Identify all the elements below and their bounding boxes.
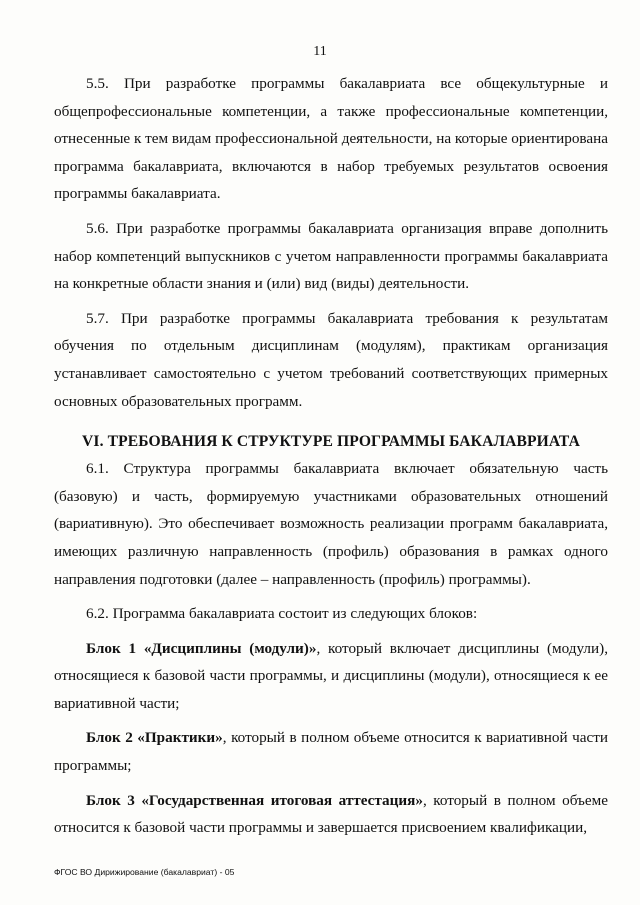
page-content	[54, 70, 608, 849]
block-3-paragraph	[54, 787, 608, 842]
block-2-title: Блок 2 «Практики»	[86, 729, 223, 747]
paragraph-6-2: 6.2. Программа бакалавриата состоит из следующих блоков:	[86, 605, 478, 623]
section-heading: VI. ТРЕБОВАНИЯ К СТРУКТУРЕ ПРОГРАММЫ БАКАЛАВРИАТА	[82, 433, 580, 451]
block-2-text: , который в полном объеме относится к вариативной части программы;	[54, 729, 608, 775]
paragraph-5-6: 5.6. При разработке программы бакалавриата организация вправе дополнить набор компетенций выпускников с учетом направленности программы бакалавриата на конкретные области знания и (или) вид (виды) деятельности.	[54, 219, 608, 293]
block-3-text: , который в полном объеме относится к базовой части программы и завершается присвоением квалификации,	[54, 791, 608, 837]
paragraph-6-1: 6.1. Структура программы бакалавриата включает обязательную часть (базовую) и часть, формируемую участниками образовательных отношений (вариативную). Это обеспечивает возможность реализации программ бакалавриата, имеющих различную направленность (профиль) образования в рамках одного направления подготовки (далее – направленность (профиль) программы).	[54, 460, 608, 588]
page-number: 11	[313, 44, 327, 59]
block-2-paragraph	[54, 724, 608, 779]
document-footer: ФГОС ВО Дирижирование (бакалавриат) - 05	[54, 867, 235, 877]
paragraph-5-7: 5.7. При разработке программы бакалавриата требования к результатам обучения по отдельным дисциплинам (модулям), практикам организация устанавливает самостоятельно с учетом требований соответствующих примерных основных образовательных программ.	[54, 309, 608, 410]
block-1-text: , который включает дисциплины (модули), относящиеся к базовой части программы, и дисциплины (модули), относящиеся к ее вариативной части;	[54, 639, 608, 712]
block-3-title: Блок 3 «Государственная итоговая аттестация»	[86, 791, 423, 809]
block-1-paragraph	[54, 635, 608, 718]
paragraph-5-5: 5.5. При разработке программы бакалавриата все общекультурные и общепрофессиональные компетенции, а также профессиональные компетенции, отнесенные к тем видам профессиональной деятельности, на которые ориентирована программа бакалавриата, включаются в набор требуемых результатов освоения программы бакалавриата.	[54, 75, 608, 203]
block-1-title: Блок 1 «Дисциплины (модули)»	[86, 639, 317, 657]
